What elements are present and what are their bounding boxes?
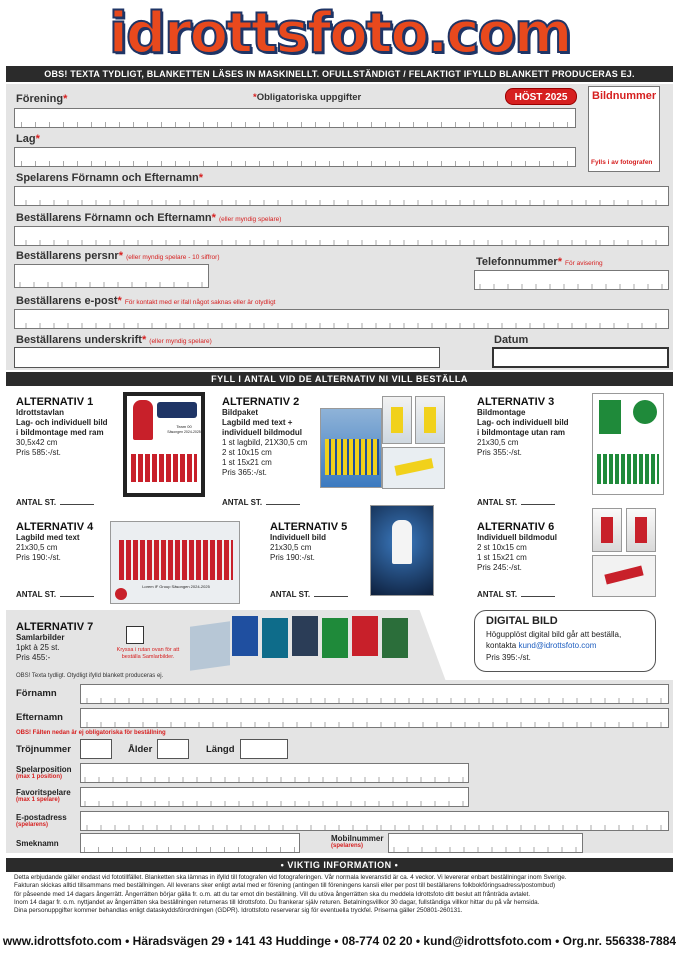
alt3-antal[interactable]: ANTAL ST. <box>477 498 555 507</box>
digital-bild-box: DIGITAL BILD Högupplöst digital bild går att beställa, kontakta kund@idrottsfoto.com Pris 395:-/st. <box>474 610 656 672</box>
info-header: • VIKTIG INFORMATION • <box>6 858 673 872</box>
lag-label: Lag* <box>16 133 40 145</box>
spelarposition-label: Spelarposition (max 1 position) <box>16 765 72 780</box>
smeknamn-input[interactable] <box>80 833 300 853</box>
datum-label: Datum <box>494 334 529 346</box>
player-form-note: OBS! Texta tydligt. Otydligt ifylld blankett produceras ej. <box>16 673 164 679</box>
bestallare-namn-input[interactable] <box>14 226 669 246</box>
bildnummer-box <box>588 86 660 172</box>
alt1-antal[interactable]: ANTAL ST. <box>16 498 94 507</box>
trojnummer-input[interactable] <box>80 739 112 759</box>
telefon-label: Telefonnummer* För avisering <box>476 256 603 268</box>
favoritspelare-label: Favoritspelare (max 1 spelare) <box>16 788 71 803</box>
trojnummer-label: Tröjnummer <box>16 744 71 755</box>
logo: idrottsfoto.com <box>108 1 571 66</box>
persnr-label: Beställarens persnr* (eller myndig spelare - 10 siffror) <box>16 250 220 262</box>
mobilnummer-input[interactable] <box>388 833 583 853</box>
langd-input[interactable] <box>240 739 288 759</box>
efternamn-label: Efternamn <box>16 712 63 723</box>
telefon-input[interactable] <box>474 270 669 290</box>
digital-title: DIGITAL BILD <box>486 615 558 627</box>
club-badge <box>115 588 127 600</box>
alt1-framed-image: Team 00 Säsongen 2024-2025 <box>123 392 205 497</box>
alt3-montage-image <box>592 393 664 495</box>
alt4-team-image: Lorem IF Group Säsongen 2024-2025 <box>110 521 240 604</box>
lag-input[interactable] <box>14 147 576 167</box>
alt6-player-action <box>592 555 656 597</box>
bildnummer-label: Bildnummer <box>592 90 657 102</box>
info-text: Detta erbjudande gäller endast vid fototillfället. Blanketten ska lämnas in ifylld till fotografen vid fotograferingen. Vår normala leveranstid är ca. 4 veckor. Vi levererar enbart beställningar inom Sverige. Fakturan skickas alltid tillsammans med beställningen. All leverans sker enligt avtal med er förening (antingen till föreningens kansli eller per post till beställarens folkbokföringsadress/postombud) för påseende med 14 dagars ångerrätt. Ångerrätten börjar gälla fr. o.m. att du tar emot din beställning. Vill du utöva ångerrätten ska du meddela Idrottsfoto ditt beslut att frånträda avtalet. Inom 14 dagar fr. o.m. nyttjandet av ångerrätten ska beställningen returneras till Idrottsfoto. Du frankerar själv returen. Betalningsvillkor 30 dagar, fullständiga villkor hittar du på vår hemsida. Dina personuppgifter kommer behandlas enligt dataskyddsförordningen (GDPR). Idrottsfoto reserverar sig för eventuella tryckfel. Priserna gäller 250801-260131. <box>14 874 567 915</box>
alternativ-6: ALTERNATIV 6 Individuell bildmodul 2 st 10x15 cm 1 st 15x21 cm Pris 245:-/st. <box>477 521 557 572</box>
alt-title: ALTERNATIV 1 <box>16 396 94 408</box>
digital-email-link[interactable]: kund@idrottsfoto.com <box>518 641 597 650</box>
epostadress-label: E-postadress (spelarens) <box>16 813 67 828</box>
samlarbilder-note: Kryssa i rutan ovan för att beställa Samlarbilder. <box>116 647 180 660</box>
favoritspelare-input[interactable] <box>80 787 469 807</box>
epost-label: Beställarens e-post* För kontakt med er ifall något saknas eller är otydligt <box>16 295 276 307</box>
efternamn-input[interactable] <box>80 708 669 728</box>
warning-bar: OBS! TEXTA TYDLIGT, BLANKETTEN LÄSES IN MASKINELLT. OFULLSTÄNDIGT / FELAKTIGT IFYLLD BLANKETT PRODUCERAS EJ. <box>6 66 673 82</box>
spelare-namn-label: Spelarens Förnamn och Efternamn* <box>16 172 204 184</box>
alt2-team-image <box>320 408 382 488</box>
forening-input[interactable] <box>14 108 576 128</box>
spelare-namn-input[interactable] <box>14 186 669 206</box>
fornamn-label: Förnamn <box>16 688 57 699</box>
alternativ-2: ALTERNATIV 2 Bildpaket Lagbild med text + individuell bildmodul 1 st lagbild, 21X30,5 cm 2 st 10x15 cm 1 st 15x21 cm Pris 365:-/st. <box>222 396 308 477</box>
spelarposition-input[interactable] <box>80 763 469 783</box>
underskrift-input[interactable] <box>14 347 440 368</box>
footer-contact: www.idrottsfoto.com • Häradsvägen 29 • 141 43 Huddinge • 08-774 02 20 • kund@idrottsfoto.com • Org.nr. 556338-7884 <box>2 934 677 948</box>
persnr-input[interactable] <box>14 264 209 288</box>
epostadress-input[interactable] <box>80 811 669 831</box>
team-photo <box>131 454 197 482</box>
langd-label: Längd <box>206 744 235 755</box>
alt2-player-1 <box>382 396 412 444</box>
alt2-antal[interactable]: ANTAL ST. <box>222 498 300 507</box>
alder-label: Ålder <box>128 744 153 755</box>
club-badge <box>157 402 197 418</box>
alt2-player-2 <box>415 396 445 444</box>
alt4-antal[interactable]: ANTAL ST. <box>16 590 94 599</box>
alt6-player-1 <box>592 508 622 552</box>
alternativ-3: ALTERNATIV 3 Bildmontage Lag- och individuell bild i bildmontage utan ram 21x30,5 cm Pris 355:-/st. <box>477 396 569 457</box>
alternatives-header: FYLL I ANTAL VID DE ALTERNATIV NI VILL BESTÄLLA <box>6 372 673 386</box>
epost-input[interactable] <box>14 309 669 329</box>
alternativ-7: ALTERNATIV 7 Samlarbilder 1pkt à 25 st. Pris 455:- <box>16 621 94 662</box>
club-badge <box>633 400 657 424</box>
alt2-player-action <box>382 447 445 489</box>
bestallare-namn-label: Beställarens Förnamn och Efternamn* (eller myndig spelare) <box>16 212 282 224</box>
mobilnummer-label: Mobilnummer (spelarens) <box>331 834 384 849</box>
alt5-antal[interactable]: ANTAL ST. <box>270 590 348 599</box>
optional-note: OBS! Fälten nedan är ej obligatoriska för beställning <box>16 730 166 736</box>
smeknamn-label: Smeknamn <box>16 839 59 848</box>
datum-input[interactable] <box>492 347 669 368</box>
alternativ-4: ALTERNATIV 4 Lagbild med text 21x30,5 cm Pris 190:-/st. <box>16 521 94 562</box>
alt6-antal[interactable]: ANTAL ST. <box>477 590 555 599</box>
underskrift-label: Beställarens underskrift* (eller myndig spelare) <box>16 334 212 346</box>
samlarbilder-checkbox[interactable] <box>126 626 144 644</box>
fornamn-input[interactable] <box>80 684 669 704</box>
player-photo <box>133 400 153 440</box>
alternativ-5: ALTERNATIV 5 Individuell bild 21x30,5 cm Pris 190:-/st. <box>270 521 348 562</box>
required-note: *Obligatoriska uppgifter <box>253 92 362 103</box>
alt6-player-2 <box>626 508 656 552</box>
alternativ-1: ALTERNATIV 1 Idrottstavlan Lag- och individuell bild i bildmontage med ram 30,5x42 cm Pris 585:-/st. <box>16 396 126 458</box>
alder-input[interactable] <box>157 739 189 759</box>
alt5-player-image <box>370 505 434 596</box>
season-badge: HÖST 2025 <box>505 88 577 105</box>
bildnummer-note: Fylls i av fotografen <box>591 159 653 166</box>
alt7-cards-image <box>190 614 428 672</box>
forening-label: Förening* <box>16 93 68 105</box>
